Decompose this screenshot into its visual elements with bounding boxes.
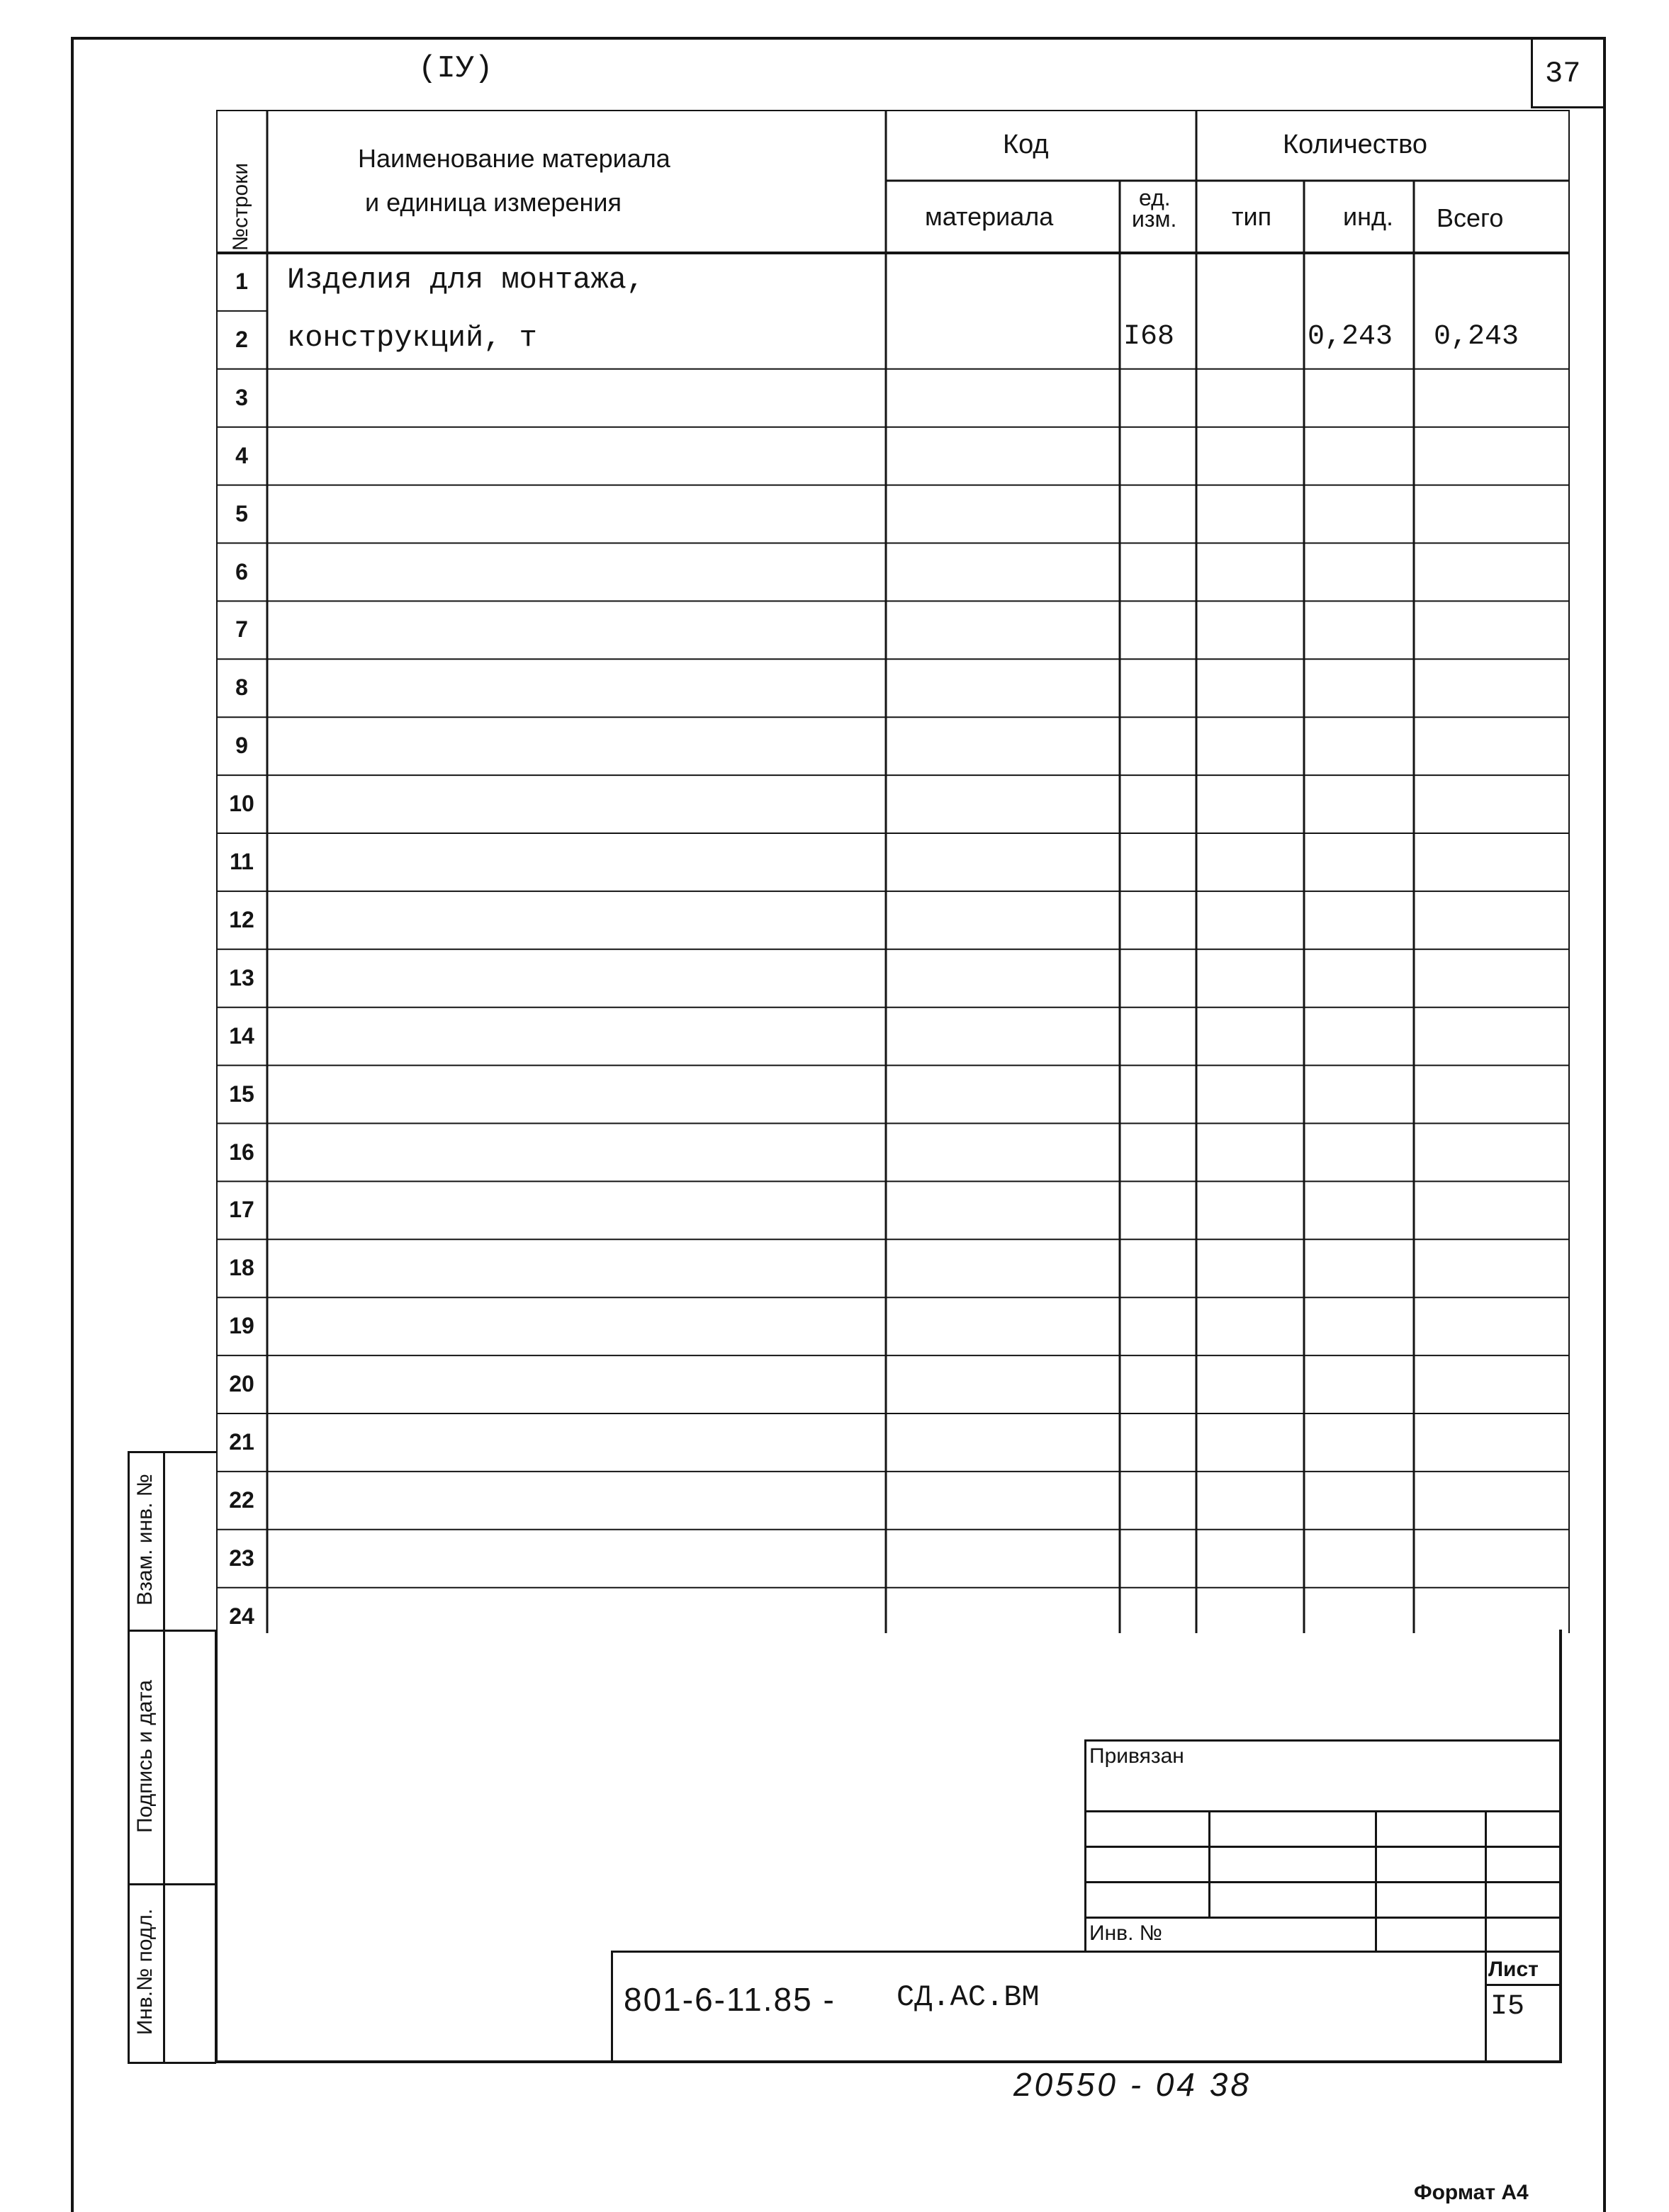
- privyazan-col-3: [1485, 1810, 1487, 2062]
- header-code-material: материала: [925, 202, 1054, 231]
- materials-table: [216, 110, 1570, 1633]
- section-label: (IУ): [418, 51, 493, 86]
- stamp-podpis-data: Подпись и дата: [133, 1680, 157, 1833]
- row-number: 8: [235, 675, 248, 701]
- table-row: [216, 1413, 1570, 1472]
- row-number: 19: [229, 1313, 254, 1339]
- page-number: 37: [1545, 57, 1581, 91]
- doc-code-handwritten: 801-6-11.85 -: [624, 1981, 836, 2018]
- table-row: [216, 369, 1570, 427]
- row-number: 9: [235, 733, 248, 759]
- material-name: Изделия для монтажа,: [287, 263, 645, 297]
- row-number: 6: [235, 558, 248, 585]
- table-row: [216, 891, 1570, 949]
- header-name-line2: и единица измерения: [365, 188, 622, 217]
- format-label: Формат А4: [1414, 2181, 1529, 2204]
- qty-ind: 0,243: [1308, 320, 1393, 353]
- table-row: [216, 1297, 1570, 1355]
- row-number: 7: [235, 616, 248, 643]
- stamp-divider-2: [128, 1883, 216, 1885]
- row-number: 11: [230, 849, 254, 874]
- privyazan-row-4: [1084, 1917, 1561, 1919]
- page-number-box-left: [1531, 37, 1533, 108]
- stamp-strip-bottom: [128, 2062, 216, 2064]
- row-number: 18: [229, 1255, 254, 1281]
- page-number-box-bottom: [1531, 106, 1605, 108]
- header-unit-line2: изм.: [1132, 206, 1177, 232]
- table-row: [216, 1588, 1570, 1646]
- privyazan-box-top: [1084, 1739, 1561, 1742]
- table-row: [216, 253, 1570, 311]
- row-number: 13: [229, 964, 254, 991]
- stamp-divider-1: [128, 1630, 216, 1632]
- header-name-line1: Наименование материала: [358, 144, 670, 173]
- table-row: [216, 543, 1570, 602]
- inv-no-label: Инв. №: [1089, 1922, 1162, 1945]
- privyazan-col-2: [1375, 1810, 1377, 1952]
- header-qty-group: Количество: [1283, 130, 1428, 159]
- stamp-inv-podl: Инв.№ подл.: [133, 1908, 157, 2036]
- sheet-label: Лист: [1488, 1958, 1539, 1981]
- row-number: 23: [229, 1545, 254, 1571]
- stamp-strip-top: [128, 1451, 216, 1453]
- row-number: 21: [229, 1429, 254, 1455]
- privyazan-col-1: [1208, 1810, 1210, 1918]
- table-row: [216, 1239, 1570, 1297]
- table-row: [216, 1124, 1570, 1182]
- privyazan-row-2: [1084, 1846, 1561, 1848]
- header-qty-total: Всего: [1437, 203, 1504, 232]
- row-number: 12: [229, 906, 254, 932]
- row-number: 4: [235, 442, 248, 468]
- outer-frame-top: [71, 37, 1605, 40]
- header-qty-ind: инд.: [1343, 202, 1393, 231]
- table-row: [216, 1530, 1570, 1588]
- row-number: 22: [229, 1486, 254, 1513]
- row-number: 16: [229, 1139, 254, 1165]
- table-row: [216, 659, 1570, 717]
- stamp-strip-left: [128, 1451, 130, 2064]
- table-row: [216, 1181, 1570, 1239]
- table-row: [216, 485, 1570, 543]
- table-row: [216, 1066, 1570, 1124]
- privyazan-label: Привязан: [1089, 1744, 1184, 1768]
- header-qty-type: тип: [1232, 202, 1272, 231]
- header-code-group: Код: [1003, 130, 1049, 159]
- table-row: [216, 1355, 1570, 1413]
- header-row-number: №строки: [229, 162, 252, 252]
- bottom-frame-bottom: [215, 2060, 1561, 2063]
- doc-code-box-left: [611, 1951, 613, 2063]
- qty-total: 0,243: [1434, 320, 1519, 353]
- unit-code: I68: [1123, 320, 1175, 353]
- row-number: 10: [229, 791, 254, 817]
- archive-number: 20550 - 04 38: [1013, 2066, 1252, 2103]
- table-row: [216, 1472, 1570, 1530]
- table-row: [216, 775, 1570, 833]
- row-number: 3: [235, 384, 248, 410]
- row-number: 2: [235, 326, 248, 352]
- table-row: [216, 1008, 1570, 1066]
- privyazan-row-1: [1084, 1810, 1561, 1812]
- stamp-strip-right: [163, 1451, 165, 2064]
- table-row: [216, 833, 1570, 891]
- row-number: 24: [229, 1603, 254, 1629]
- bottom-frame-left: [215, 1630, 218, 2063]
- stamp-vzam-inv: Взам. инв. №: [133, 1474, 157, 1606]
- table-row: [216, 601, 1570, 659]
- sheet-label-divider: [1485, 1984, 1561, 1986]
- header-unit-line1: ед.: [1139, 185, 1171, 210]
- table-row: [216, 949, 1570, 1008]
- doc-code-box-top: [611, 1951, 1561, 1953]
- table-row: [216, 427, 1570, 485]
- row-number: 5: [235, 500, 248, 526]
- sheet-value: I5: [1490, 1991, 1525, 2023]
- privyazan-row-3: [1084, 1881, 1561, 1883]
- row-number: 1: [235, 269, 248, 294]
- row-number: 15: [229, 1080, 254, 1107]
- material-name: конструкций, т: [287, 320, 537, 355]
- table-row: [216, 717, 1570, 775]
- outer-frame-right: [1603, 37, 1606, 2212]
- row-number: 17: [229, 1197, 254, 1223]
- row-number: 20: [229, 1371, 254, 1397]
- table-row: [216, 311, 1570, 369]
- outer-frame-left: [71, 37, 74, 2212]
- row-number: 14: [229, 1022, 254, 1049]
- doc-code-typed: СД.АС.ВМ: [897, 1980, 1040, 2014]
